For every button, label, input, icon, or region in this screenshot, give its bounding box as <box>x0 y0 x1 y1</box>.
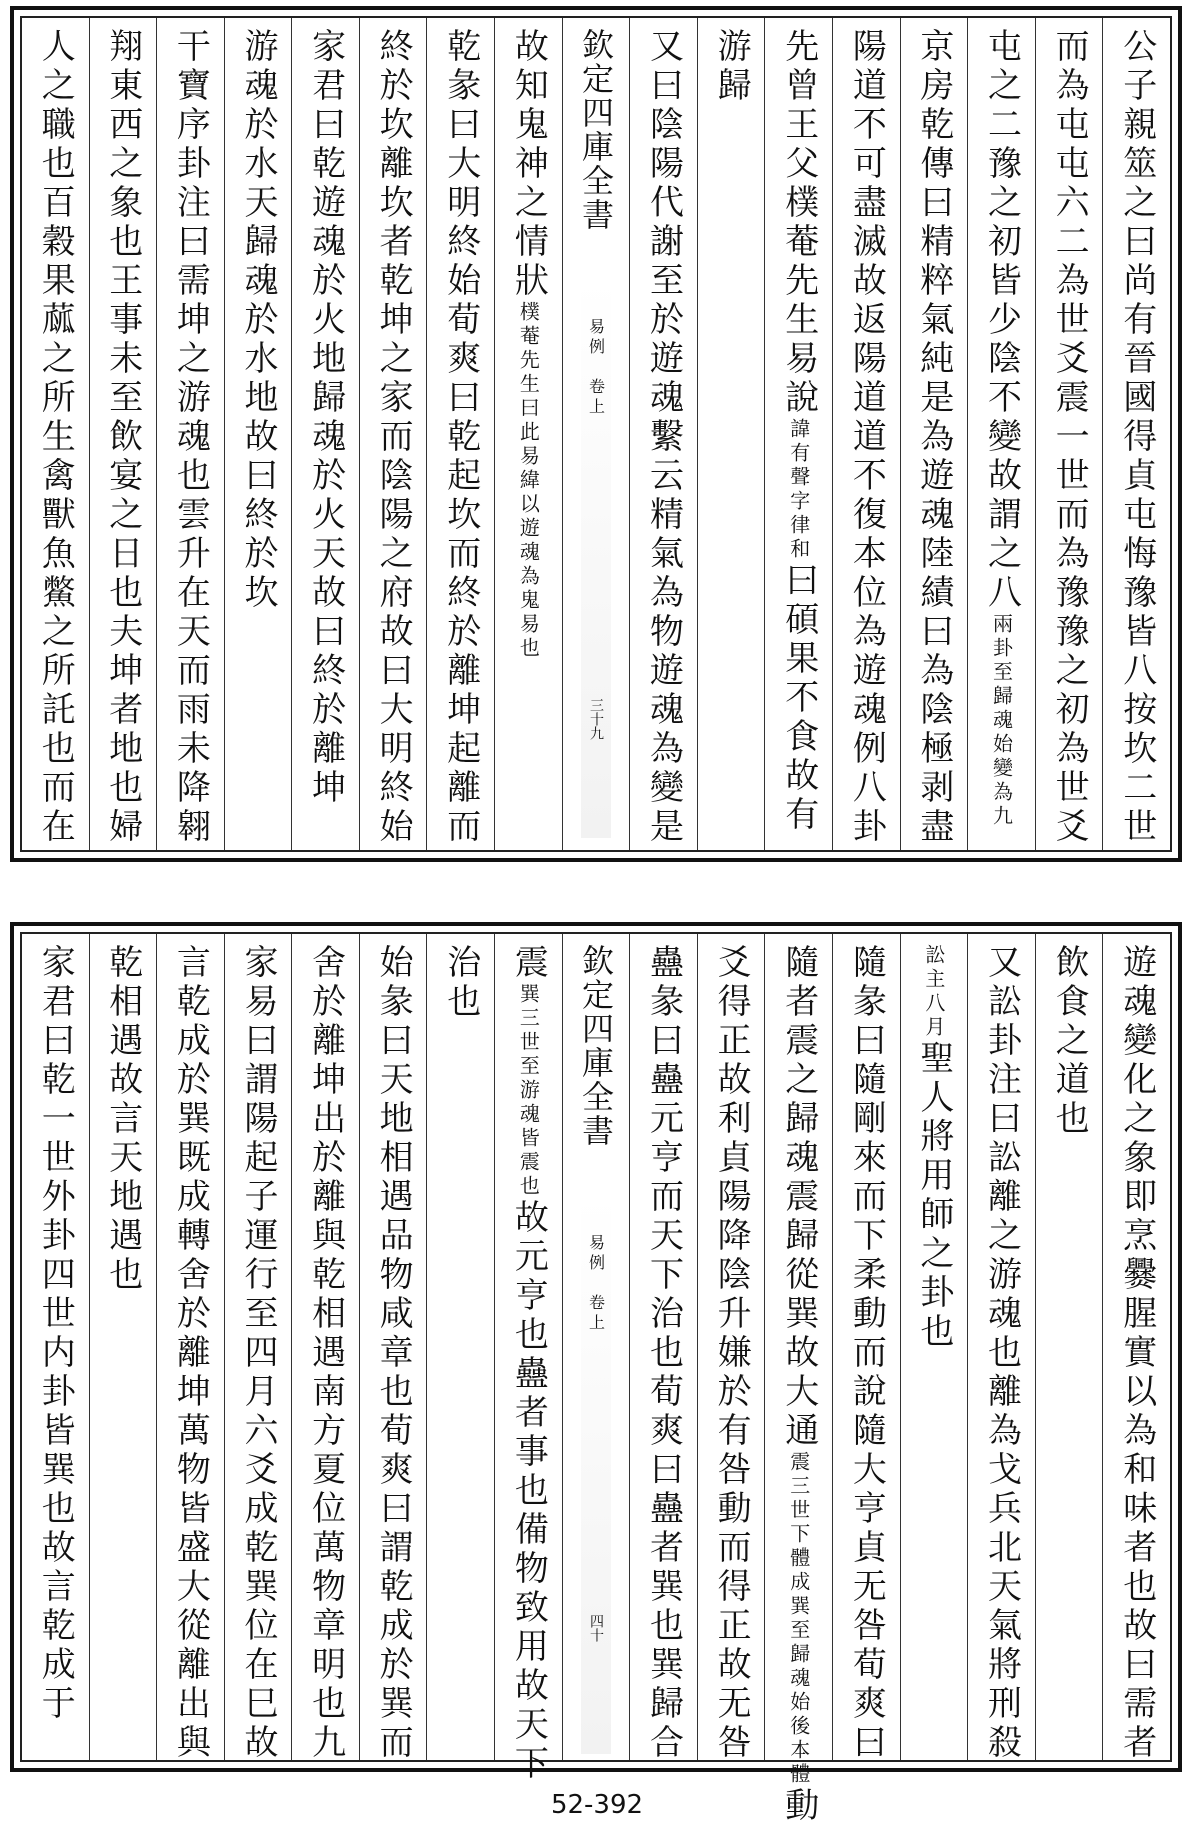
text-column <box>426 934 494 1760</box>
text-column <box>697 934 765 1763</box>
text-column <box>224 934 292 1763</box>
main-text: 聖人將用師之卦也 <box>913 1040 954 1352</box>
annotation-note: 諱有聲字律和 <box>786 418 811 562</box>
column-text: 終於坎離坎者乾坤之家而陰陽之府故曰大明終始 <box>373 28 414 847</box>
column-text <box>508 28 549 661</box>
text-column <box>900 18 968 850</box>
text-column <box>291 934 359 1763</box>
top-page <box>10 6 1182 862</box>
column-text: 翔東西之象也王事未至飲宴之日也夫坤者地也婦 <box>102 28 143 847</box>
main-text: 故知鬼神之情狀 <box>508 28 549 301</box>
text-column <box>22 934 89 1760</box>
column-text <box>508 944 549 1784</box>
column-text: 干寶序卦注曰需坤之游魂也雲升在天而雨未降翱 <box>170 28 211 847</box>
folio-number: 四十 <box>587 1614 604 1642</box>
main-text: 先曾王父樸菴先生易說 <box>778 28 819 418</box>
text-column <box>1102 934 1170 1763</box>
column-text: 公子親筮之曰尚有晉國得貞屯悔豫皆八按坎二世 <box>1116 28 1157 847</box>
column-text: 治也 <box>440 944 481 1022</box>
text-column <box>89 18 157 850</box>
book-header-column <box>562 934 630 1760</box>
column-text: 乾彖曰大明終始荀爽曰乾起坎而終於離坤起離而 <box>440 28 481 847</box>
text-column <box>359 934 427 1763</box>
top-page-frame <box>20 16 1172 852</box>
text-column <box>426 18 494 850</box>
text-column <box>832 18 900 850</box>
annotation-note: 震三世下體成巽至歸魂始後本體 <box>786 1451 811 1787</box>
column-text: 隨彖曰隨剛來而下柔動而說隨大亨貞无咎荀爽曰 <box>846 944 887 1763</box>
book-header-column <box>562 18 630 850</box>
text-column <box>764 934 832 1826</box>
text-column <box>967 18 1035 850</box>
column-text: 陽道不可盡滅故返陽道道不復本位為遊魂例八卦 <box>846 28 887 847</box>
main-text: 動 <box>778 1787 819 1826</box>
text-column <box>89 934 157 1760</box>
text-column <box>1035 18 1103 850</box>
column-text: 游魂於水天歸魂於水地故曰終於坎 <box>237 28 278 613</box>
annotation-note: 巽三世至游魂皆震也 <box>516 983 541 1199</box>
column-text: 始彖曰天地相遇品物咸章也荀爽曰謂乾成於巽而 <box>373 944 414 1763</box>
page-number: 52-392 <box>550 1790 644 1820</box>
text-column <box>764 18 832 850</box>
folio-number: 三十九 <box>587 698 604 740</box>
text-column <box>900 934 968 1760</box>
main-text: 屯之二豫之初皆少陰不變故謂之八 <box>981 28 1022 613</box>
column-text: 言乾成於巽既成轉舍於離坤萬物皆盛大從離出與 <box>170 944 211 1763</box>
text-column <box>156 934 224 1763</box>
column-text: 乾相遇故言天地遇也 <box>102 944 143 1295</box>
column-text: 爻得正故利貞陽降陰升嫌於有咎動而得正故无咎 <box>711 944 752 1763</box>
column-text: 飲食之道也 <box>1049 944 1090 1139</box>
text-column <box>629 934 697 1763</box>
text-column <box>359 18 427 850</box>
column-text: 舍於離坤出於離與乾相遇南方夏位萬物章明也九 <box>305 944 346 1763</box>
main-text: 隨者震之歸魂震歸從巽故大通 <box>778 944 819 1451</box>
column-text: 家易曰謂陽起子運行至四月六爻成乾巽位在巳故 <box>237 944 278 1763</box>
column-text: 家君曰乾一世外卦四世内卦皆巽也故言乾成于 <box>35 944 76 1724</box>
text-column <box>494 18 562 850</box>
text-column <box>22 18 89 850</box>
column-text: 又曰陰陽代謝至於遊魂繫云精氣為物遊魂為變是 <box>643 28 684 847</box>
text-column <box>1102 18 1170 850</box>
main-text: 故元亨也蠱者事也備物致用故天下 <box>508 1199 549 1784</box>
column-text <box>981 28 1022 829</box>
text-column <box>967 934 1035 1763</box>
top-page-columns <box>22 18 1170 850</box>
column-text <box>778 28 819 835</box>
column-text: 蠱彖曰蠱元亨而天下治也荀爽曰蠱者巽也巽歸合 <box>643 944 684 1763</box>
column-text: 遊魂變化之象即烹爨腥實以為和味者也故曰需者 <box>1116 944 1157 1763</box>
annotation-note: 訟主八月 <box>921 944 946 1040</box>
volume-label: 易例 卷上 <box>586 318 606 418</box>
column-text <box>913 944 954 1352</box>
text-column <box>697 18 765 850</box>
column-text: 又訟卦注曰訟離之游魂也離為戈兵北天氣將刑殺 <box>981 944 1022 1763</box>
column-text: 而為屯屯六二為世爻震一世而為豫豫之初為世爻 <box>1049 28 1090 847</box>
column-text: 家君曰乾遊魂於火地歸魂於火天故曰終於離坤 <box>305 28 346 808</box>
book-title: 欽定四庫全書 <box>576 944 615 1148</box>
text-column <box>1035 934 1103 1760</box>
main-text: 震 <box>508 944 549 983</box>
annotation-note: 樸菴先生曰此易緯以遊魂為鬼易也 <box>516 301 541 661</box>
text-column <box>156 18 224 850</box>
annotation-note: 兩卦至歸魂始變為九 <box>989 613 1014 829</box>
text-column <box>494 934 562 1784</box>
column-text: 人之職也百穀果蓏之所生禽獸魚鱉之所託也而在 <box>35 28 76 847</box>
column-text: 游歸 <box>711 28 752 106</box>
text-column <box>832 934 900 1763</box>
column-text: 京房乾傳曰精粹氣純是為遊魂陸績曰為陰極剥盡 <box>913 28 954 847</box>
main-text: 曰碩果不食故有 <box>778 562 819 835</box>
text-column <box>629 18 697 850</box>
volume-label: 易例 卷上 <box>586 1234 606 1334</box>
text-column <box>224 18 292 850</box>
column-text <box>778 944 819 1826</box>
book-title: 欽定四庫全書 <box>576 28 615 232</box>
text-column <box>291 18 359 850</box>
